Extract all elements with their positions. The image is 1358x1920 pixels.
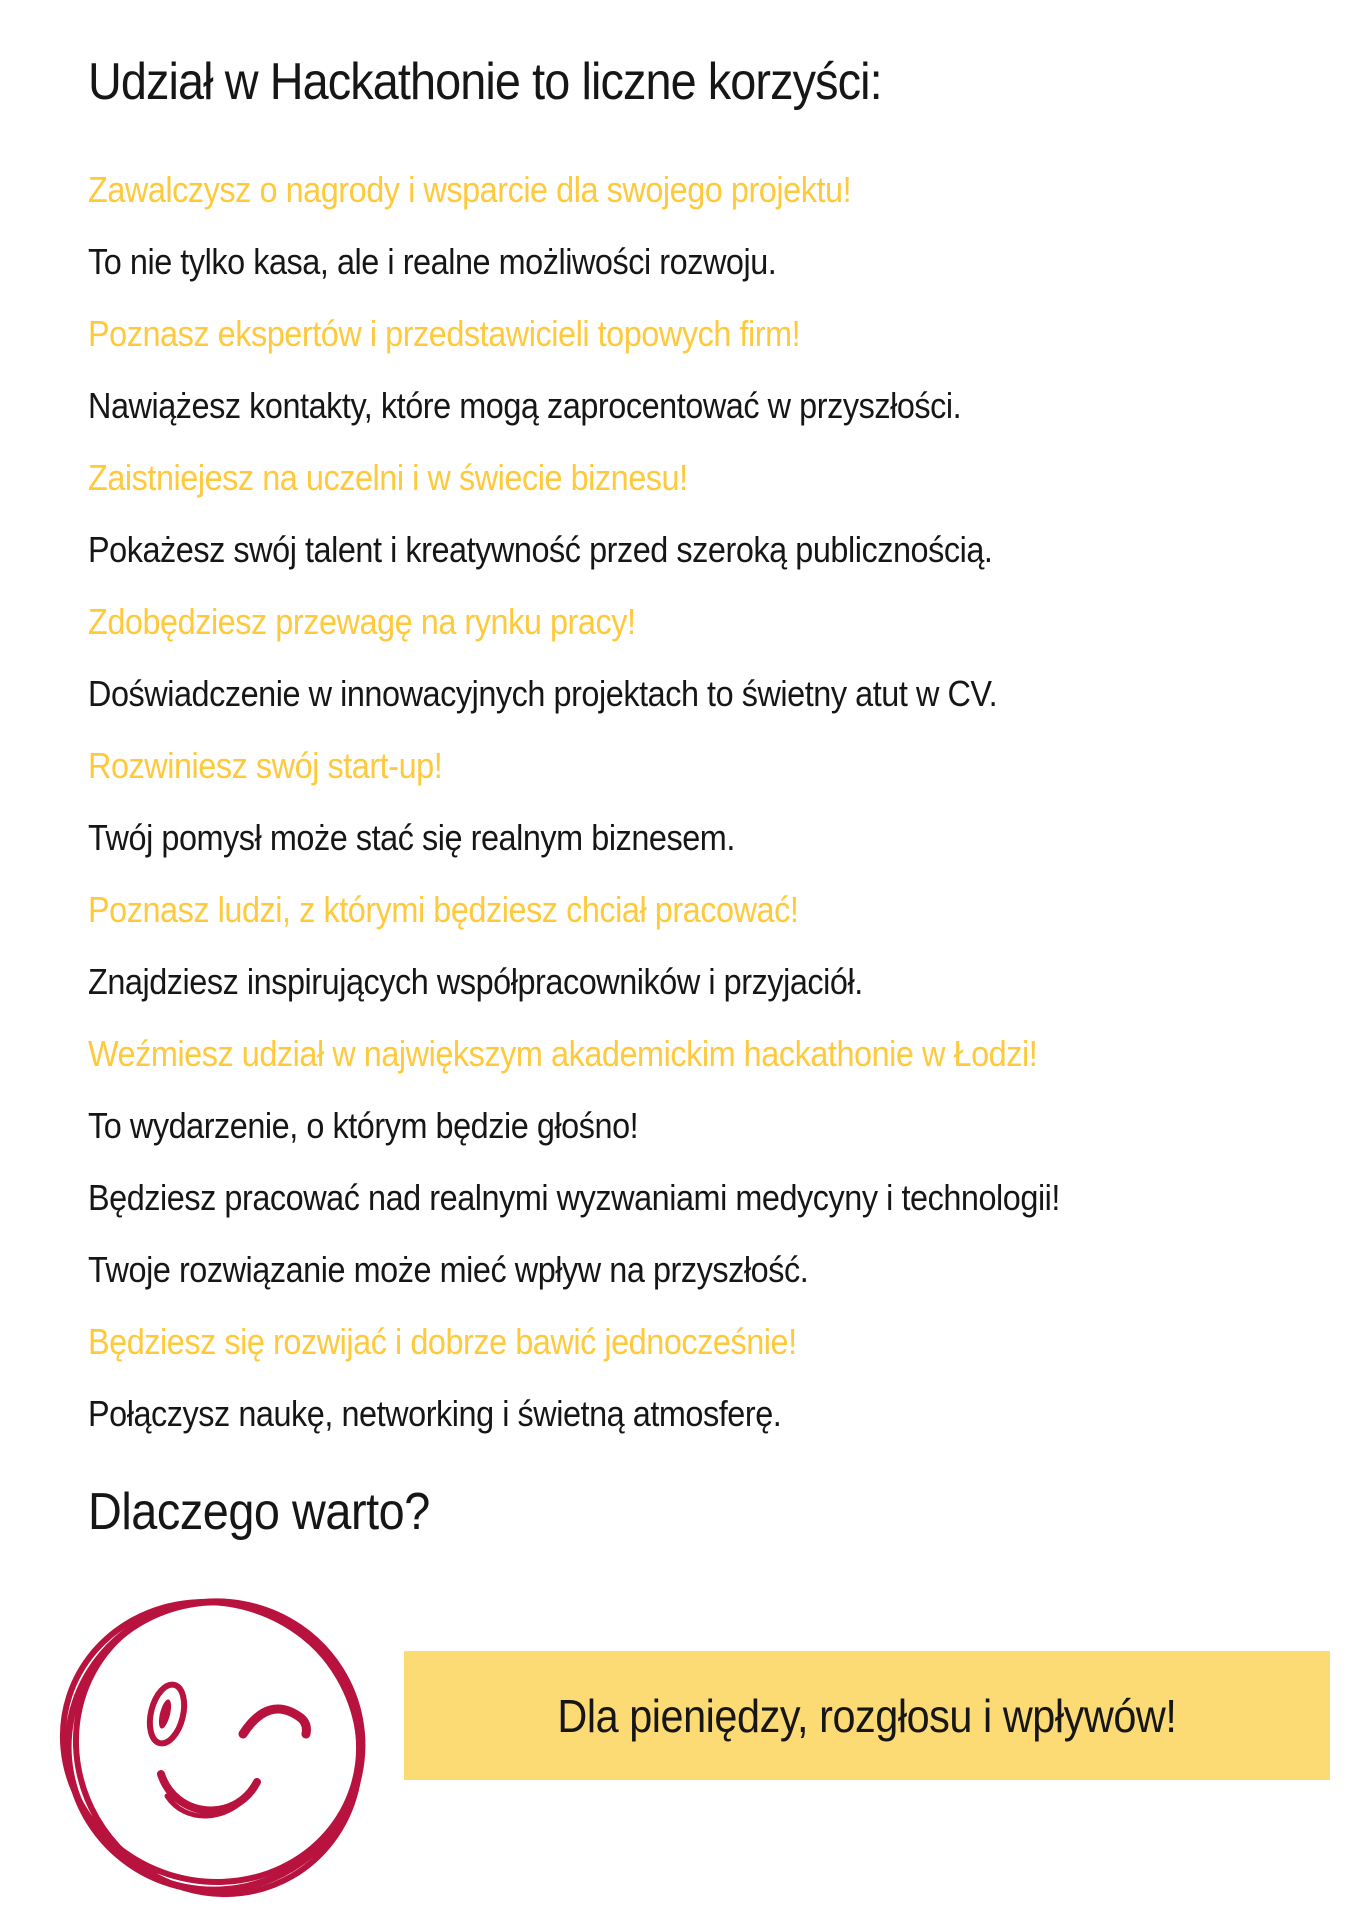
benefit-line: Będziesz pracować nad realnymi wyzwaniami medycyny i technologii! [88, 1177, 1060, 1218]
benefit-line: Poznasz ludzi, z którymi będziesz chciał pracować! [88, 889, 799, 930]
benefit-line: Zaistniejesz na uczelni i w świecie biznesu! [88, 457, 688, 498]
benefit-line: To wydarzenie, o którym będzie głośno! [88, 1105, 639, 1146]
banner-label: Dla pieniędzy, rozgłosu i wpływów! [557, 1689, 1177, 1742]
benefit-line: Zdobędziesz przewagę na rynku pracy! [88, 601, 636, 642]
benefit-line: Połączysz naukę, networking i świetną atmosferę. [88, 1393, 782, 1434]
benefit-line: Nawiążesz kontakty, które mogą zaprocentować w przyszłości. [88, 385, 962, 426]
why-heading: Dlaczego warto? [88, 1483, 430, 1541]
benefit-line: Pokażesz swój talent i kreatywność przed szeroką publicznością. [88, 529, 993, 570]
benefit-line: Twój pomysł może stać się realnym biznesem. [88, 817, 735, 858]
benefit-line: Będziesz się rozwijać i dobrze bawić jednocześnie! [88, 1321, 797, 1362]
benefit-line: Rozwiniesz swój start-up! [88, 745, 443, 786]
page-title: Udział w Hackathonie to liczne korzyści: [88, 53, 882, 111]
benefit-line: Zawalczysz o nagrody i wsparcie dla swojego projektu! [88, 169, 852, 210]
winking-smiley-icon [55, 1586, 375, 1904]
benefit-line: Weźmiesz udział w największym akademickim hackathonie w Łodzi! [88, 1033, 1038, 1074]
highlight-banner [404, 1651, 1330, 1780]
benefits-list [88, 154, 1338, 1450]
benefits-section [88, 53, 1338, 1541]
benefit-line: Doświadczenie w innowacyjnych projektach to świetny atut w CV. [88, 673, 998, 714]
benefit-line: Twoje rozwiązanie może mieć wpływ na przyszłość. [88, 1249, 809, 1290]
benefit-line: To nie tylko kasa, ale i realne możliwości rozwoju. [88, 241, 777, 282]
benefit-line: Znajdziesz inspirujących współpracowników i przyjaciół. [88, 961, 863, 1002]
benefit-line: Poznasz ekspertów i przedstawicieli topowych firm! [88, 313, 801, 354]
